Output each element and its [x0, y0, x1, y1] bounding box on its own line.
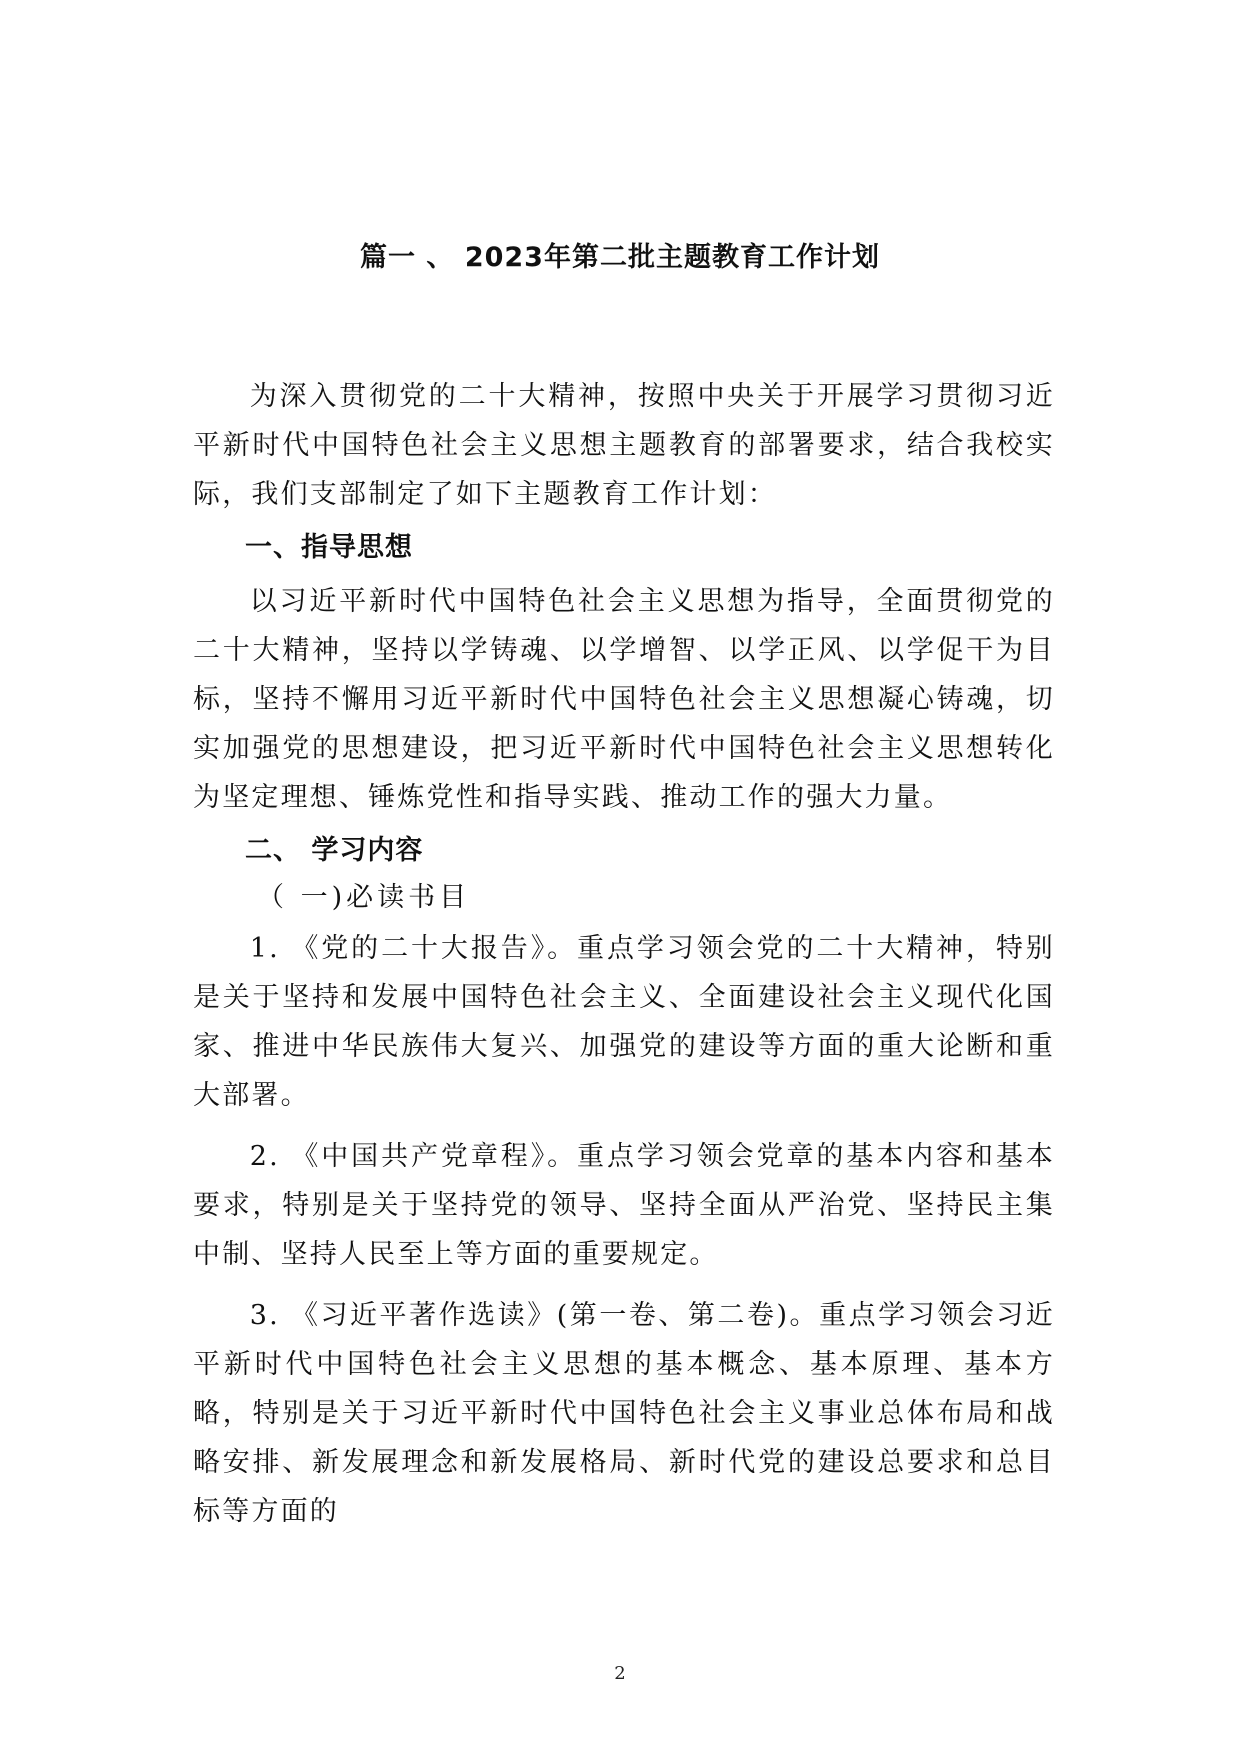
section-heading-guiding-thought: 一、指导思想: [245, 532, 413, 563]
reading-item-3: 3. 《习近平著作选读》(第一卷、第二卷)。重点学习领会习近平新时代中国特色社会主义思想的基本概念、基本原理、基本方略，特别是关于习近平新时代中国特色社会主义事业总体布局和战略安排、新发展理念和新发展格局、新时代党的建设总要求和总目标等方面的: [193, 1300, 1055, 1527]
document-body: [193, 372, 1055, 1536]
document-title: 篇一 、 2023年第二批主题教育工作计划: [360, 242, 880, 273]
page-number: 2: [614, 1663, 626, 1684]
reading-item-2: 2. 《中国共产党章程》。重点学习领会党章的基本内容和基本要求，特别是关于坚持党的领导、坚持全面从严治党、坚持民主集中制、坚持人民至上等方面的重要规定。: [193, 1141, 1055, 1270]
guiding-thought-paragraph: 以习近平新时代中国特色社会主义思想为指导，全面贯彻党的二十大精神，坚持以学铸魂、以学增智、以学正风、以学促干为目标，坚持不懈用习近平新时代中国特色社会主义思想凝心铸魂，切实加强党的思想建设，把习近平新时代中国特色社会主义思想转化为坚定理想、锤炼党性和指导实践、推动工作的强大力量。: [193, 586, 1055, 813]
reading-item-1: 1. 《党的二十大报告》。重点学习领会党的二十大精神，特别是关于坚持和发展中国特色社会主义、全面建设社会主义现代化国家、推进中华民族伟大复兴、加强党的建设等方面的重大论断和重大部署。: [193, 933, 1055, 1111]
subheading-required-reading: （ 一)必读书目: [257, 882, 471, 913]
section-heading-study-content: 二、 学习内容: [245, 835, 424, 866]
intro-paragraph: 为深入贯彻党的二十大精神，按照中央关于开展学习贯彻习近平新时代中国特色社会主义思想主题教育的部署要求，结合我校实际，我们支部制定了如下主题教育工作计划：: [193, 381, 1055, 510]
